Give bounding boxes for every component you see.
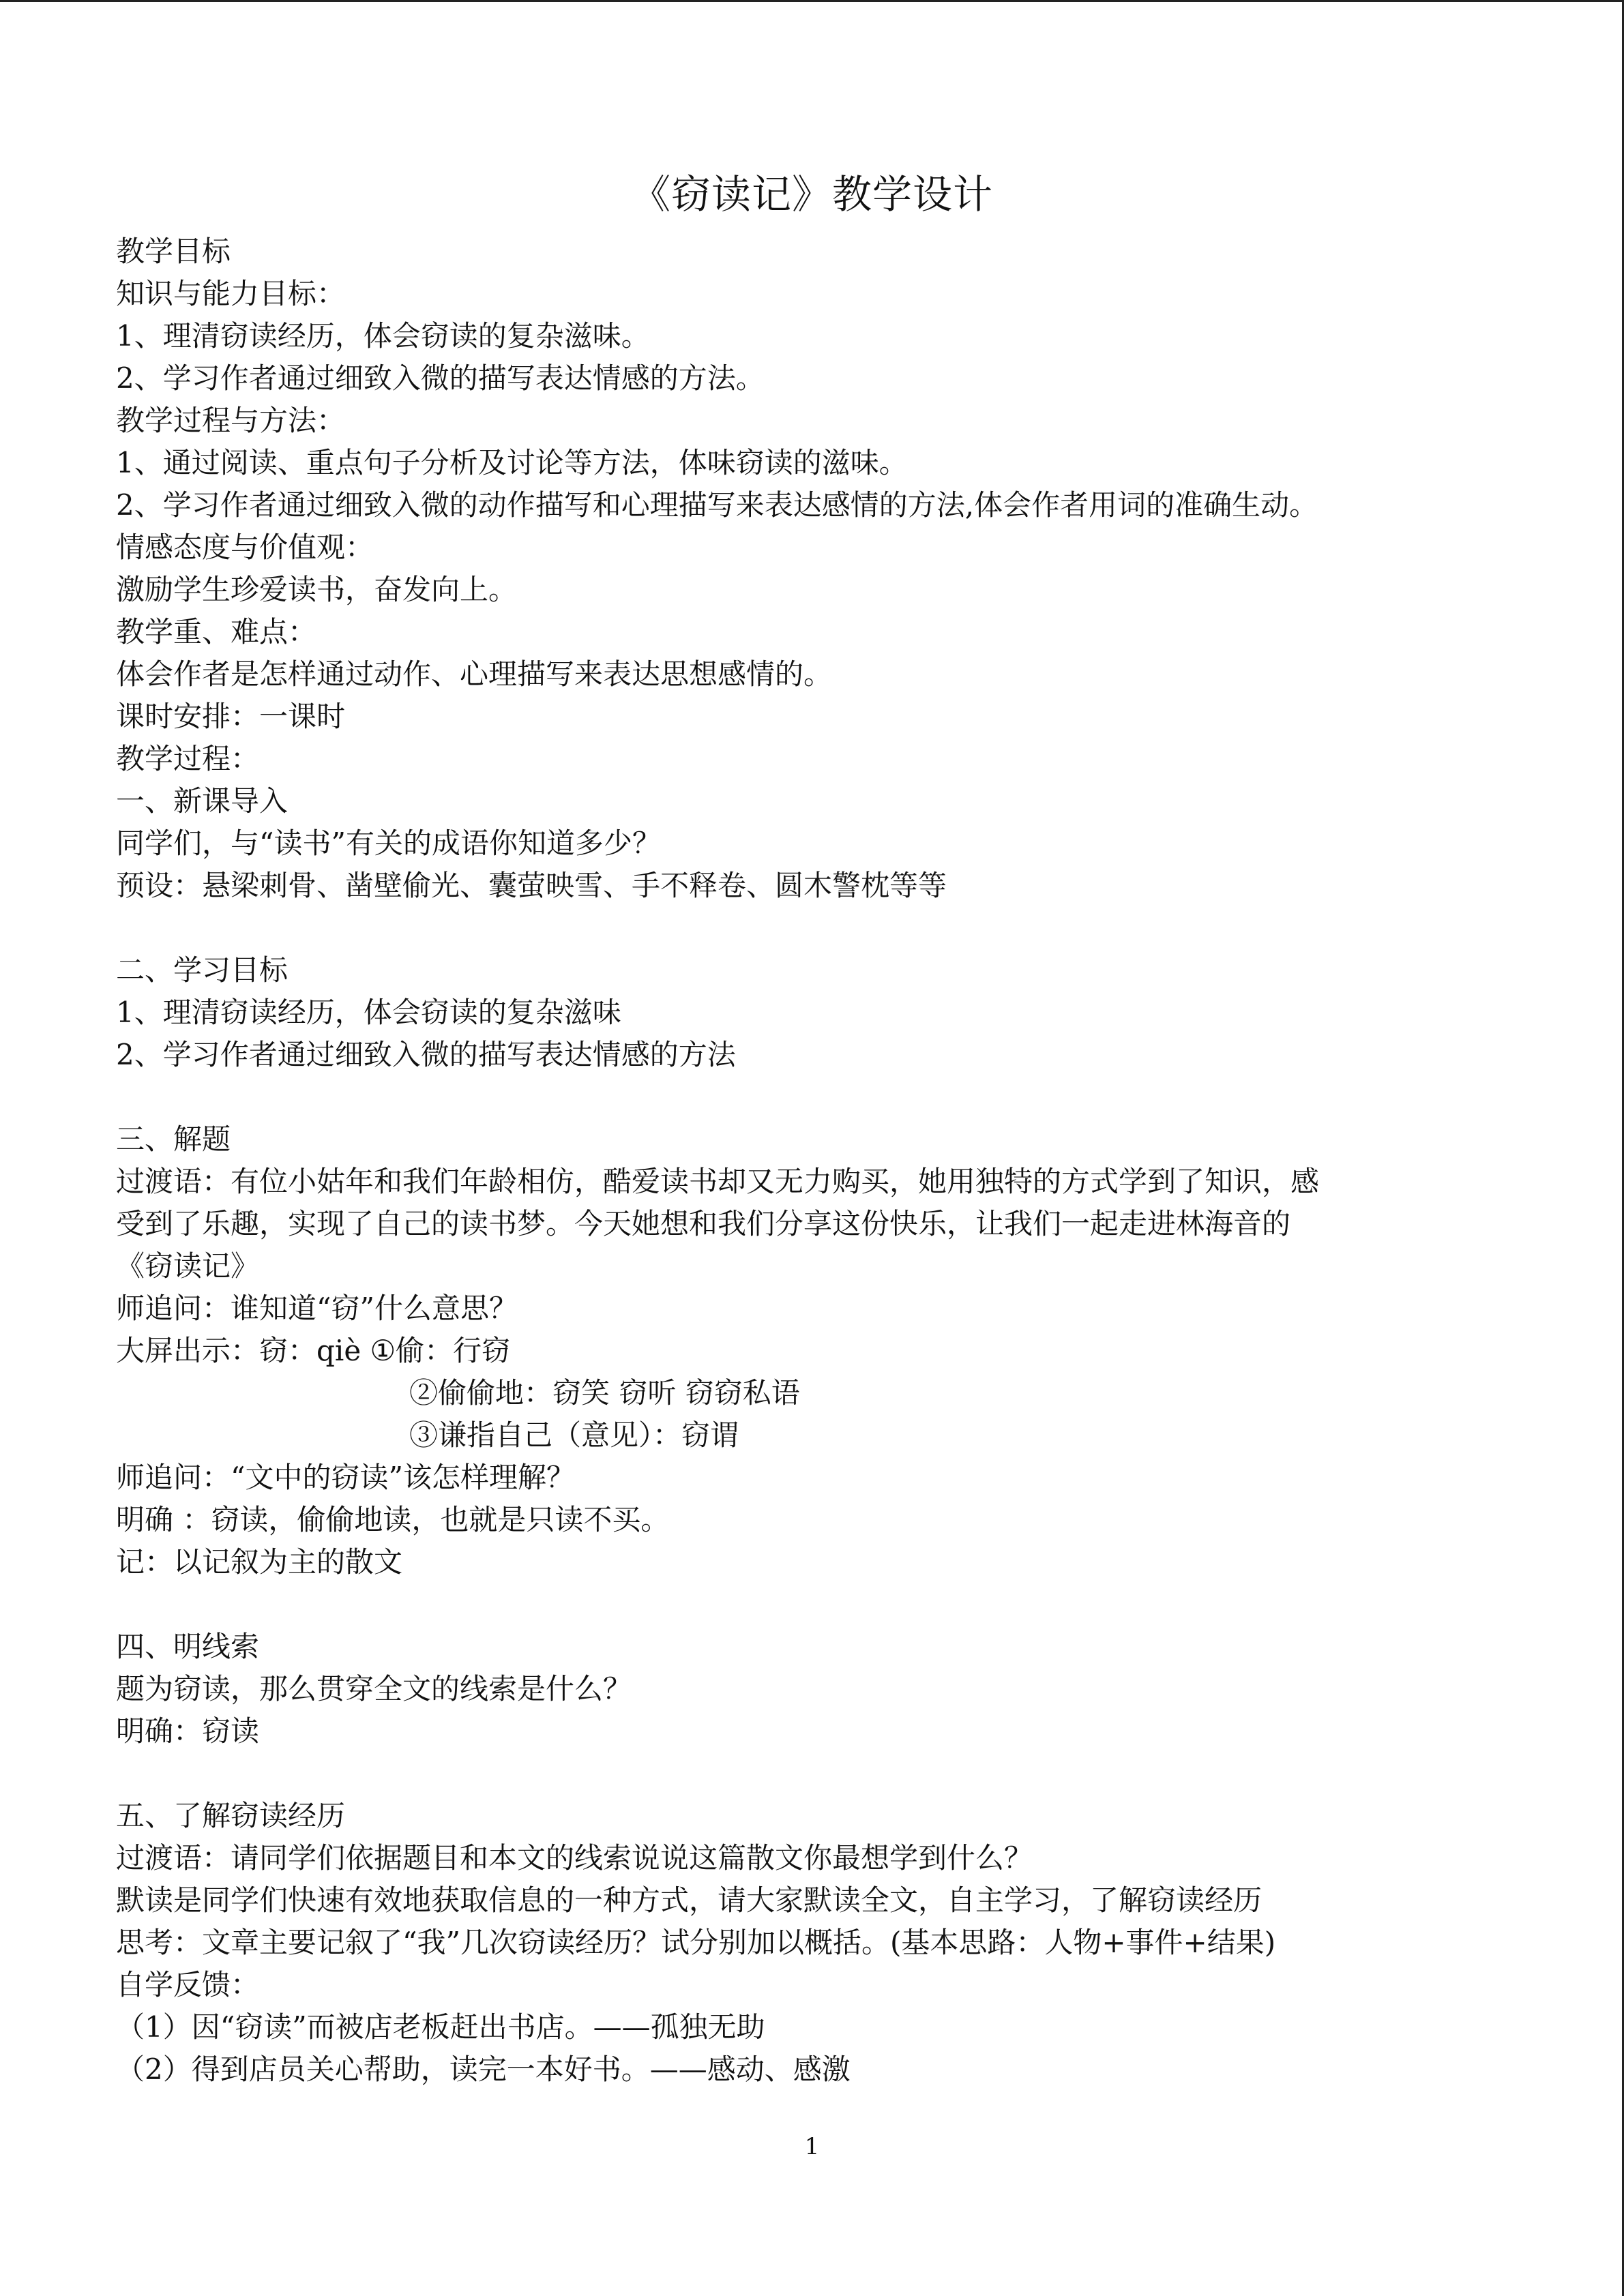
text-line: 明确 ：窃读，偷偷地读，也就是只读不买。 (116, 1503, 670, 1536)
section-heading: 三、解题 (116, 1122, 231, 1156)
text-line: 教学过程： (116, 742, 260, 775)
text-line: 默读是同学们快速有效地获取信息的一种方式，请大家默读全文，自主学习，了解窃读经历 (116, 1883, 1263, 1917)
text-line: 思考：文章主要记叙了“我”几次窃读经历？试分别加以概括。(基本思路：人物+事件+结果) (116, 1926, 1276, 1959)
text-line: 预设：悬梁刺骨、凿壁偷光、囊萤映雪、手不释卷、圆木警枕等等 (116, 869, 947, 902)
text-line: 受到了乐趣，实现了自己的读书梦。今天她想和我们分享这份快乐，让我们一起走进林海音的 (116, 1207, 1291, 1240)
document-body (116, 230, 1514, 2091)
text-line: 过渡语：有位小姑年和我们年龄相仿，酷爱读书却又无力购买，她用独特的方式学到了知识，感 (116, 1165, 1320, 1198)
text-line: ②偷偷地：窃笑 窃听 窃窃私语 (409, 1376, 800, 1410)
text-line: 1、理清窃读经历，体会窃读的复杂滋味 (116, 996, 621, 1029)
text-line: 情感态度与价值观： (116, 531, 374, 564)
blank-line (116, 1076, 1514, 1118)
text-line: 教学目标 (116, 235, 231, 268)
text-line: 课时安排：一课时 (116, 700, 346, 733)
text-line: 《窃读记》 (116, 1249, 260, 1283)
text-line: 题为窃读，那么贯穿全文的线索是什么？ (116, 1672, 632, 1705)
page-number: 1 (804, 2133, 820, 2160)
text-line: 明确：窃读 (116, 1714, 260, 1748)
text-line: （2）得到店员关心帮助，读完一本好书。——感动、感激 (116, 2053, 851, 2086)
text-line: 大屏出示：窃：qiè ①偷：行窃 (116, 1334, 511, 1367)
text-line: 激励学生珍爱读书，奋发向上。 (116, 573, 518, 606)
text-line: 师追问：“文中的窃读”该怎样理解？ (116, 1461, 575, 1494)
section-heading: 一、新课导入 (116, 784, 289, 818)
text-line: 自学反馈： (116, 1968, 260, 2001)
document-title: 《窃读记》教学设计 (630, 171, 993, 218)
text-line: 知识与能力目标： (116, 277, 346, 310)
text-line: 1、理清窃读经历，体会窃读的复杂滋味。 (116, 319, 650, 353)
blank-line (116, 1753, 1514, 1795)
text-line: 同学们，与“读书”有关的成语你知道多少？ (116, 826, 661, 860)
text-line: 教学重、难点： (116, 615, 317, 648)
section-heading: 二、学习目标 (116, 953, 289, 987)
blank-line (116, 907, 1514, 949)
text-line: 体会作者是怎样通过动作、心理描写来表达思想感情的。 (116, 657, 833, 691)
blank-line (116, 1583, 1514, 1626)
text-line: 2、学习作者通过细致入微的描写表达情感的方法。 (116, 361, 765, 395)
text-line: 1、通过阅读、重点句子分析及讨论等方法，体味窃读的滋味。 (116, 446, 908, 479)
text-line: 记：以记叙为主的散文 (116, 1545, 403, 1579)
text-line: 师追问：谁知道“窃”什么意思？ (116, 1292, 518, 1325)
page-top-border (0, 0, 1624, 2)
text-line: 2、学习作者通过细致入微的描写表达情感的方法 (116, 1038, 736, 1071)
text-line: 2、学习作者通过细致入微的动作描写和心理描写来表达感情的方法,体会作者用词的准确生动。 (116, 488, 1318, 522)
text-line: （1）因“窃读”而被店老板赶出书店。——孤独无助 (116, 2010, 765, 2044)
text-line: 教学过程与方法： (116, 404, 346, 437)
text-line: ③谦指自己（意见）：窃谓 (409, 1418, 739, 1452)
section-heading: 五、了解窃读经历 (116, 1799, 346, 1832)
text-line: 过渡语：请同学们依据题目和本文的线索说说这篇散文你最想学到什么？ (116, 1841, 1033, 1875)
section-heading: 四、明线索 (116, 1630, 260, 1663)
